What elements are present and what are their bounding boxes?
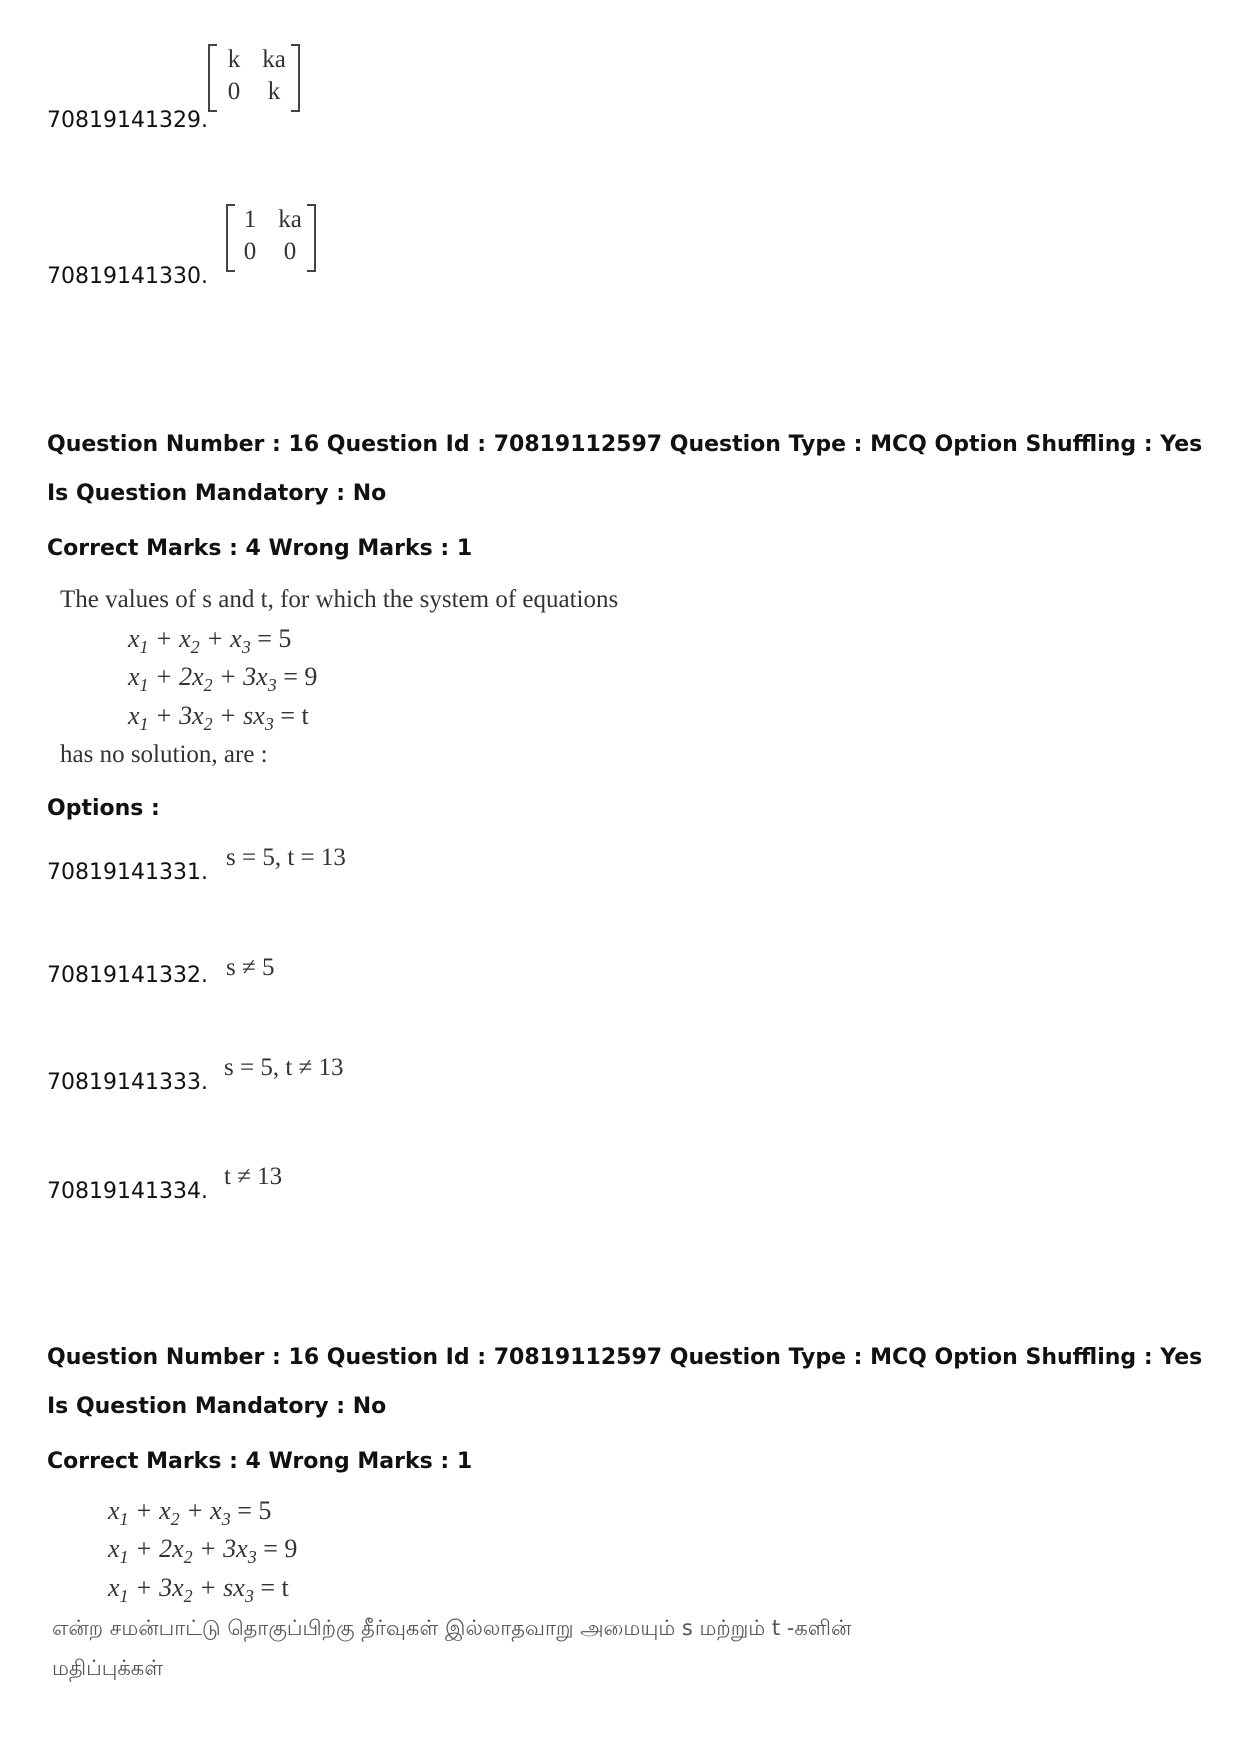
matrix-cell: 1 xyxy=(243,206,257,233)
question-text-tamil-cont: மதிப்புக்கள் xyxy=(52,1656,164,1680)
matrix-cell: k xyxy=(267,78,281,105)
option-id-70819141333: 70819141333. xyxy=(47,1070,208,1095)
options-label: Options : xyxy=(47,796,160,821)
option-value: s ≠ 5 xyxy=(226,954,275,981)
equation-3: $x_1 + 3x_2 + sx_3 = t$ xyxy=(128,701,309,735)
option-value: s = 5, t ≠ 13 xyxy=(224,1054,344,1081)
matrix-cell: ka xyxy=(278,206,302,233)
option-id-70819141331: 70819141331. xyxy=(47,860,208,885)
matrix-cell: ka xyxy=(262,46,286,73)
question-mandatory-line: Is Question Mandatory : No xyxy=(47,1394,387,1419)
question-text: The values of s and t, for which the system of equations xyxy=(60,586,619,613)
option-value: s = 5, t = 13 xyxy=(226,844,346,871)
equation-3: $x_1 + 3x_2 + sx_3 = t$ xyxy=(108,1573,289,1607)
matrix-option-70819141329 xyxy=(208,44,300,110)
option-value: t ≠ 13 xyxy=(224,1163,283,1190)
question-meta-line: Question Number : 16 Question Id : 70819112597 Question Type : MCQ Option Shuffling : Yes xyxy=(47,1345,1203,1370)
matrix-option-70819141330 xyxy=(226,204,316,270)
question-text-tamil: என்ற சமன்பாட்டு தொகுப்பிற்கு தீர்வுகள் இல்லாதவாறு அமையும் s மற்றும் t -களின் xyxy=(52,1616,852,1640)
option-id-70819141334: 70819141334. xyxy=(47,1179,208,1204)
question-marks-line: Correct Marks : 4 Wrong Marks : 1 xyxy=(47,536,473,561)
equation-1: $x_1 + x_2 + x_3 = 5$ xyxy=(108,1496,272,1530)
option-id-70819141332: 70819141332. xyxy=(47,963,208,988)
option-id-70819141330: 70819141330. xyxy=(47,264,208,289)
equation-2: $x_1 + 2x_2 + 3x_3 = 9$ xyxy=(108,1534,298,1568)
matrix-cell: 0 xyxy=(283,238,297,265)
matrix-cell: 0 xyxy=(227,78,241,105)
matrix-cell: 0 xyxy=(243,238,257,265)
option-id-70819141329: 70819141329. xyxy=(47,108,208,133)
equation-2: $x_1 + 2x_2 + 3x_3 = 9$ xyxy=(128,662,318,696)
matrix-cell: k xyxy=(227,46,241,73)
question-text-end: has no solution, are : xyxy=(60,741,268,768)
question-meta-line: Question Number : 16 Question Id : 70819112597 Question Type : MCQ Option Shuffling : Yes xyxy=(47,432,1203,457)
question-marks-line: Correct Marks : 4 Wrong Marks : 1 xyxy=(47,1449,473,1474)
question-mandatory-line: Is Question Mandatory : No xyxy=(47,481,387,506)
equation-1: $x_1 + x_2 + x_3 = 5$ xyxy=(128,624,292,658)
